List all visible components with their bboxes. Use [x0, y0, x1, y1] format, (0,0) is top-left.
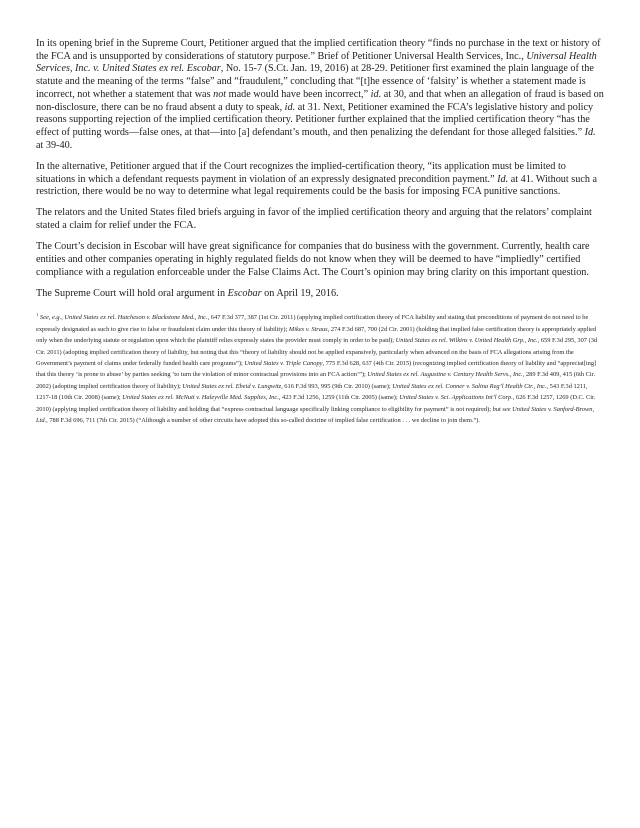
- case-name: United States ex rel. Wilkins v. United Health Grp., Inc.: [395, 337, 538, 345]
- text-run: In its opening brief in the Supreme Court, Petitioner argued that the implied certification theory “finds no purchase in the text or history of the FCA and is unsupported by considerations of statutory purpose.” Brief of Petitioner Universal Health Services, Inc.,: [36, 38, 601, 62]
- case-name: but see United States v. Sanford-Brown, Ltd.: [36, 405, 595, 425]
- text-run: , 289 F.3d 409, 415 (6th Cir. 2002) (adopting implied certification theory of liability);: [36, 371, 596, 390]
- text-run: , 626 F.3d 1257, 1269 (D.C. Cir. 2010) (applying implied certification theory of liability and holding that “express contractual language specifically linking compliance to eligibility for payment” is not required);: [36, 394, 596, 413]
- citation-signal: id.: [284, 101, 296, 113]
- text-run: , 775 F.3d 628, 637 (4th Cir. 2015) (recognizing implied certification theory of liability and “appreciat[ing] that this theory ‘is prone to abuse’ by parties seeking ‘to turn the violation of minor contractual provisions into an FCA action’”);: [36, 359, 597, 379]
- case-name: United States v. Triple Canopy: [244, 359, 323, 367]
- paragraph-alternative-argument: [36, 161, 604, 199]
- text-run: at 41. Without such a restriction, there would be no way to determine what legal requirements could be the basis for imposing FCA punitive sanctions.: [36, 173, 598, 198]
- text-run: In the alternative, Petitioner argued that if the Court recognizes the implied-certification theory, “its application must be limited to situations in which a defendant requests payment in violation of an expressly designated precondition payment.”: [36, 160, 566, 185]
- text-run: The relators and the United States filed briefs arguing in favor of the implied certification theory and arguing that the relators’ complaint stated a claim for relief under the FCA.: [36, 207, 592, 232]
- paragraph-oral-argument: [36, 288, 604, 301]
- paragraph-relators-briefs: [36, 207, 604, 232]
- text-run: at 39-40.: [36, 139, 73, 151]
- case-name: United States ex rel. McNutt v. Haleyville Med. Supplies, Inc.: [122, 394, 279, 402]
- citation-signal: Id.: [584, 126, 596, 138]
- text-run: , 659 F.3d 295, 307 (3d Cir. 2011) (adopting implied certification theory of liability, but noting that this “theory of liability should not be applied expansively, particularly when advanced on the basis of FCA allegations arising from the Government’s payment of claims under federally funded health care programs”);: [36, 337, 598, 367]
- citation-signal: Id.: [497, 173, 509, 185]
- text-run: , 423 F.3d 1256, 1259 (11th Cir. 2005) (same);: [278, 394, 400, 402]
- emphasis: not: [213, 88, 227, 100]
- footnote-marker: 1: [36, 312, 39, 318]
- paragraph-petitioner-argument: [36, 38, 604, 152]
- text-run: , 616 F.3d 993, 995 (9th Cir. 2010) (same);: [281, 382, 393, 390]
- text-run: at 30, and that when an allegation of fraud is based on non-disclosure, there can be no fraud absent a duty to speak,: [36, 88, 604, 113]
- case-name: Universal Health Services, Inc. v. United States ex rel. Escobar: [36, 50, 597, 75]
- case-name: Mikes v. Straus: [288, 325, 328, 333]
- body-text: [36, 38, 604, 301]
- text-run: on April 19, 2016.: [261, 287, 339, 299]
- case-name: United States v. Sci. Applications Int’l Corp.: [399, 394, 513, 402]
- case-name: Escobar: [227, 287, 262, 299]
- text-run: , 274 F.3d 687, 700 (2d Cir. 2001) (holding that implied false certification theory is appropriately applied only when the underlying statute or regulation upon which the plaintiff relies expressly states the provider must comply in order to be paid);: [36, 325, 597, 345]
- text-run: , 543 F.3d 1211, 1217-18 (10th Cir. 2008) (same);: [36, 382, 588, 402]
- case-name: United States ex rel. Conner v. Salina Reg’l Health Ctr., Inc.: [392, 382, 547, 390]
- case-name: See, e.g., United States ex rel. Hutcheson v. Blackstone Med., Inc.: [39, 314, 208, 322]
- text-run: The Court’s decision in Escobar will have great significance for companies that do business with the government. Currently, health care entities and other companies operating in highly regulated fields do not know when they will be deemed to have “impliedly” certified compliance with a regulation enforceable under the False Claims Act. The Court’s opinion may bring clarity on this important question.: [36, 241, 590, 278]
- text-run: , No. 15-7 (S.Ct. Jan. 19, 2016) at 28-29. Petitioner first examined the plain language of the statute and the meaning of the terms “false” and “fraudulent,” concluding that “[t]he essence of ‘falsity’ is whether a statement made is incorrect, not whether a statement that was: [36, 63, 594, 100]
- footnote: [36, 309, 604, 427]
- case-name: United States ex rel. Ebeid v. Lungwitz: [182, 382, 282, 390]
- text-run: , 647 F.3d 377, 387 (1st Cir. 2011) (applying implied certification theory of FCA liability and stating that preconditions of payment do not need to be expressly designated as such to give rise to false or fraudulent claim under this theory of liability);: [36, 314, 589, 333]
- text-run: The Supreme Court will hold oral argument in: [36, 287, 228, 299]
- text-run: made would have been incorrect,”: [226, 88, 371, 100]
- citation-signal: id.: [370, 88, 382, 100]
- text-run: , 788 F.3d 696, 711 (7th Cir. 2015) (“Although a number of other circuits have adopted this so-called doctrine of implied false certification . . . we decline to join them.”).: [46, 417, 481, 425]
- paragraph-significance: [36, 241, 604, 279]
- case-name: United States ex rel. Augustine v. Century Health Servs., Inc.: [367, 371, 523, 379]
- text-run: at 31. Next, Petitioner examined the FCA’s legislative history and policy reasons supporting rejection of the implied certification theory. Petitioner further explained that the implied certification theory “has the effect of putting words—false ones, at that—into [a] defendant’s mouth, and then penalizing the defendant for those alleged falsities.”: [36, 101, 594, 138]
